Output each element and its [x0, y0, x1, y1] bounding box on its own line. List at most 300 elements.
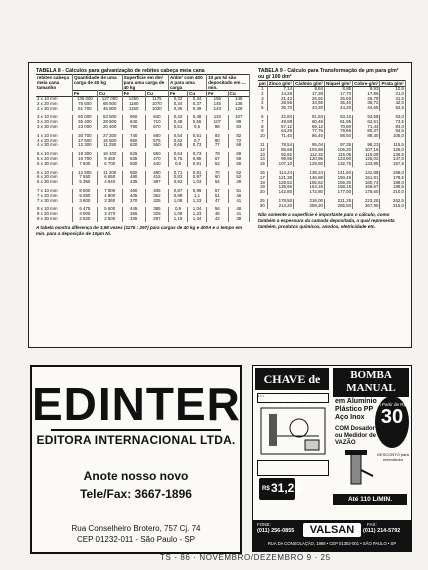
table-cell: 52,5	[380, 106, 406, 111]
table-cell: 15 500	[97, 139, 122, 144]
table-cell: 16 100	[97, 152, 122, 157]
price-from-label: A Partir de R$	[377, 402, 406, 407]
table-cell: 114,24	[267, 171, 293, 176]
table-cell: 78	[207, 152, 228, 157]
table-cell: 5 600	[97, 207, 122, 212]
table-cell: 25,92	[294, 97, 325, 102]
table-cell: 57	[207, 189, 228, 194]
table-cell: 0,42	[168, 115, 187, 120]
table-cell: 7 x 30 mm	[36, 199, 73, 204]
table-cell: 178,50	[267, 199, 293, 204]
table-cell: 12	[258, 148, 267, 153]
table-cell: 6 700	[97, 162, 122, 167]
table-cell: 97,35	[324, 143, 352, 148]
table-cell: 214,20	[267, 204, 293, 209]
table-cell: 70,80	[324, 125, 352, 130]
page-footer: TS - 86 · NOVEMBRO/DEZEMBRO 9 · 25	[160, 553, 331, 562]
table-cell: 79,65	[324, 129, 352, 134]
table-cell: 51	[228, 189, 249, 194]
table-cell: 31,5	[380, 97, 406, 102]
phone-fax: Tele/Fax: 3667-1896	[80, 487, 192, 501]
table-cell: 2 x 20 mm	[36, 102, 73, 107]
table-cell: 85,68	[267, 148, 293, 153]
table-cell: 1180	[122, 102, 145, 107]
table-cell: 5 x 20 mm	[36, 157, 73, 162]
table-cell: 0,99	[168, 194, 187, 199]
table-cell: 106,20	[324, 148, 352, 153]
table-cell: 625	[122, 152, 145, 157]
announce-text: Anote nosso novo	[83, 469, 189, 483]
col-header-quantity: Quantidade de uma carga de 40 kg	[73, 75, 123, 91]
table-cell: 23 000	[73, 125, 98, 130]
table-cell: 370	[122, 199, 145, 204]
col-header-size: rebites cabeça meia cana tamanho	[36, 75, 73, 97]
table-cell: 1	[258, 87, 267, 92]
table-cell: 3 x 20 mm	[36, 120, 73, 125]
table-cell: 0,7	[188, 139, 207, 144]
table-cell: 0,71	[168, 171, 187, 176]
table-cell: 0,73	[188, 143, 207, 148]
sub-header-cu: Cu	[188, 91, 207, 97]
table-cell: 1,03	[188, 180, 207, 185]
table-cell: 4 x 20 mm	[36, 139, 73, 144]
table-cell: 98,23	[353, 143, 380, 148]
edinter-subtitle: EDITORA INTERNACIONAL LTDA.	[36, 433, 236, 447]
table-cell: 1,23	[188, 212, 207, 217]
table-cell: 60 000	[73, 115, 98, 120]
table-cell: 189,0	[380, 181, 406, 186]
table-cell: 1,34	[188, 217, 207, 222]
table-8	[36, 68, 250, 237]
table-cell: 49	[228, 180, 249, 185]
table-cell: 145	[207, 102, 228, 107]
table-cell: 0,62	[168, 139, 187, 144]
table-cell: 83	[228, 125, 249, 130]
table-cell: 164,16	[294, 185, 325, 190]
table-cell: 142,88	[353, 171, 380, 176]
bomba-materials: em Alumínio Plástico PP Aço Inox	[335, 398, 377, 421]
table-cell: 62	[228, 171, 249, 176]
table-cell: 138,24	[294, 171, 325, 176]
table-cell: 20 400	[97, 125, 122, 130]
table-cell: 221,25	[324, 199, 352, 204]
table-cell: 27 200	[97, 134, 122, 139]
table-cell: 840	[122, 120, 145, 125]
table-cell: 0,51	[168, 125, 187, 130]
table-cell: 670	[145, 125, 168, 130]
sub-header-fe: Fe	[122, 91, 145, 97]
table-row	[36, 217, 250, 222]
table-cell: 26,79	[353, 97, 380, 102]
table-cell: 128,52	[267, 181, 293, 186]
table-cell: 41	[228, 212, 249, 217]
table-cell: 7	[258, 120, 267, 125]
table-cell: 107	[207, 120, 228, 125]
table-cell: 9	[258, 129, 267, 134]
table-cell: 7 800	[97, 189, 122, 194]
table-cell: 0,83	[168, 175, 187, 180]
table-cell: 3 360	[97, 199, 122, 204]
table-cell: 0,8	[168, 162, 187, 167]
chave-feature-box: • • •	[257, 393, 329, 403]
table-cell: 4 800	[97, 194, 122, 199]
edinter-ad	[30, 365, 242, 554]
table-cell: 150,45	[324, 176, 352, 181]
table-cell: 8 900	[73, 189, 98, 194]
table-cell: 125,02	[353, 157, 380, 162]
table-cell: 141,60	[324, 171, 352, 176]
table-cell: 21,0	[380, 92, 406, 97]
table-cell: 61,95	[324, 120, 352, 125]
table-cell: 2	[258, 92, 267, 97]
valsan-contact-bar	[253, 520, 411, 551]
col-header: Níquel g/m²	[326, 81, 352, 86]
left-price-tag	[259, 478, 302, 500]
sub-header-cu: Cu	[228, 91, 249, 97]
table-cell: 10,5	[380, 87, 406, 92]
table-9-caption: TABELA 9 - Cálculo para Transformação de µm para g/m² ou g/ 100 dm²	[258, 68, 399, 80]
table-cell: 21,42	[267, 97, 293, 102]
table-cell: 3	[258, 97, 267, 102]
table-cell: 60	[207, 175, 228, 180]
table-cell: 8,64	[294, 87, 325, 92]
table-cell: 0,61	[188, 134, 207, 139]
table-cell: 710	[145, 120, 168, 125]
table-cell: 77	[207, 143, 228, 148]
table-cell: 18	[258, 181, 267, 186]
table-cell: 575	[145, 139, 168, 144]
table-cell: 840	[145, 115, 168, 120]
table-cell: 178,5	[380, 176, 406, 181]
col-header: Cádmio g/m²	[295, 81, 323, 86]
table-cell: 445	[122, 207, 145, 212]
table-cell: 57,12	[267, 125, 293, 130]
table-cell: 0,56	[188, 120, 207, 125]
table-cell: 0,48	[188, 115, 207, 120]
table-cell: 135,66	[267, 185, 293, 190]
table-cell: 8,85	[324, 87, 352, 92]
table-cell: 660	[145, 134, 168, 139]
fax-label: FAX:	[367, 522, 377, 527]
table-cell: 44,65	[353, 106, 380, 111]
table-cell: 6 650	[97, 175, 122, 180]
phone-number: (011) 256-0855	[257, 528, 295, 534]
table-cell: 28 500	[97, 120, 122, 125]
col-header: Prata g/m²	[381, 81, 404, 86]
table-cell: 19	[258, 185, 267, 190]
chave-de-nivel-title: CHAVE de NÍVEL	[255, 368, 329, 390]
table-cell: 119	[207, 115, 228, 120]
table-cell: 500	[122, 162, 145, 167]
table-cell: 0,39	[188, 107, 207, 112]
table-cell: 80,37	[353, 129, 380, 134]
col-header-time: 10 µm Ni são depositado em ... min.	[207, 75, 250, 91]
table-cell: 78,54	[267, 143, 293, 148]
table-cell: 98	[207, 125, 228, 130]
table-cell: 297	[145, 217, 168, 222]
table-cell: 56	[207, 207, 228, 212]
table-cell: 0,91	[188, 162, 207, 167]
table-cell: 53 500	[97, 115, 122, 120]
table-cell: 490	[145, 171, 168, 176]
chave-info-box	[257, 460, 329, 476]
table-cell: 127 000	[97, 97, 122, 102]
table-cell: 71,44	[353, 125, 380, 130]
table-cell: 35,40	[324, 101, 352, 106]
table-cell: 133,95	[353, 162, 380, 167]
table-cell: 53,10	[324, 115, 352, 120]
table-cell: 8,93	[353, 87, 380, 92]
table-cell: 7 x 20 mm	[36, 194, 73, 199]
table-cell: 0,32	[168, 97, 187, 102]
table-cell: 3 900	[73, 212, 98, 217]
table-8-caption: TABELA 8 - Cálculos para galvanização de rebites cabeça meia cana	[36, 68, 205, 74]
table-cell: 55	[228, 162, 249, 167]
table-cell: 15	[258, 162, 267, 167]
table-cell: 44,25	[324, 106, 352, 111]
table-cell: 8 x 20 mm	[36, 212, 73, 217]
table-cell: 11	[258, 143, 267, 148]
table-cell: 34,56	[294, 101, 325, 106]
table-cell: 0,97	[188, 175, 207, 180]
table-cell: 4 x 30 mm	[36, 143, 73, 148]
table-cell: 35 400	[73, 120, 98, 125]
sub-header-cu: Cu	[145, 91, 168, 97]
table-cell: 172,80	[294, 190, 325, 195]
table-cell: 14	[258, 157, 267, 162]
table-cell: 70	[207, 171, 228, 176]
table-row	[258, 204, 406, 209]
col-header: Zinco g/m²	[268, 81, 293, 86]
table-cell: 216,00	[294, 199, 325, 204]
table-cell: 325	[145, 212, 168, 217]
edinter-logo: EDINTER	[32, 378, 241, 430]
table-cell: 265,50	[324, 204, 352, 209]
table-cell: 8 x 30 mm	[36, 217, 73, 222]
table-cell: 0,81	[188, 171, 207, 176]
bomba-manual-title: BOMBA MANUAL	[333, 368, 409, 397]
table-cell: 51 700	[73, 107, 98, 112]
table-cell: 105,0	[380, 134, 406, 139]
table-cell: 17,70	[324, 92, 352, 97]
table-cell: 12 300	[73, 143, 98, 148]
table-cell: 8 x 10 mm	[36, 207, 73, 212]
table-cell: 86,40	[294, 134, 325, 139]
table-cell: 46	[207, 212, 228, 217]
table-cell: 107,16	[353, 148, 380, 153]
table-cell: 6 x 10 mm	[36, 171, 73, 176]
table-8-note: A tabela mostra diferença de 3,98 vezes (1175 : 297) para cargas de 40 kg e 400A e o tempo em min. para a deposição de 10µm Ni.	[36, 224, 243, 236]
table-cell: 366	[122, 212, 145, 217]
table-cell: 142,80	[267, 190, 293, 195]
table-cell: 0,85	[188, 157, 207, 162]
table-cell: 0,37	[188, 102, 207, 107]
table-cell: 89,30	[353, 134, 380, 139]
table-cell: 3 x 10 mm	[36, 115, 73, 120]
table-cell: 68	[228, 152, 249, 157]
table-cell: 136,5	[380, 153, 406, 158]
table-cell: 8	[258, 125, 267, 130]
table-cell: 0,48	[168, 120, 187, 125]
table-cell: 145	[228, 97, 249, 102]
table-cell: 26,55	[324, 97, 352, 102]
sub-header-cu: Cu	[97, 91, 122, 97]
table-cell: 1,1	[188, 194, 207, 199]
table-9-grid	[258, 80, 406, 209]
table-cell: 51,84	[294, 115, 325, 120]
table-cell: 1,23	[188, 199, 207, 204]
table-cell: 42,84	[267, 115, 293, 120]
level-switch-illustration	[259, 406, 327, 456]
table-cell: 43,20	[294, 106, 325, 111]
table-cell: 147,0	[380, 157, 406, 162]
table-cell: 146,88	[294, 176, 325, 181]
table-cell: 460	[122, 189, 145, 194]
pump-illustration	[337, 450, 375, 490]
table-cell: 68 500	[97, 102, 122, 107]
table-cell: 107	[228, 115, 249, 120]
table-cell: 169,67	[353, 185, 380, 190]
table-cell: 49,98	[267, 120, 293, 125]
valsan-ad	[252, 365, 412, 552]
table-cell: 0,34	[188, 97, 207, 102]
table-cell: 38	[228, 217, 249, 222]
table-cell: 115,5	[380, 143, 406, 148]
table-cell: 14,28	[267, 92, 293, 97]
table-cell: 10	[258, 134, 267, 139]
table-cell: 480	[122, 175, 145, 180]
table-cell: 0,99	[188, 189, 207, 194]
table-cell: 7,14	[267, 87, 293, 92]
table-cell: 25	[258, 199, 267, 204]
table-cell: 89	[228, 120, 249, 125]
address	[32, 523, 240, 545]
table-cell: 17,86	[353, 92, 380, 97]
table-cell: 59	[228, 157, 249, 162]
table-cell: 30 700	[73, 134, 98, 139]
table-cell: 1,09	[168, 212, 187, 217]
table-cell: 88,50	[324, 134, 352, 139]
table-cell: 9 450	[97, 157, 122, 162]
table-cell: 41	[228, 199, 249, 204]
address-line-2: CEP 01232-011 - São Paulo - SP	[77, 535, 195, 544]
fax-number: (011) 214-5792	[363, 528, 401, 534]
table-cell: 30	[258, 204, 267, 209]
discount-note: DESCONTO para revendedor	[377, 452, 409, 462]
table-cell: 35,70	[267, 106, 293, 111]
table-cell: 73,5	[380, 120, 406, 125]
table-cell: 335	[122, 217, 145, 222]
table-cell: 48	[228, 207, 249, 212]
table-cell: 1175	[145, 97, 168, 102]
table-cell: 2 x 30 mm	[36, 107, 73, 112]
valsan-address: RUA DA CONSOLAÇÃO, 1986 • CEP 01302-001 • SÃO PAULO • SP	[267, 541, 397, 546]
table-cell: 0,34	[168, 102, 187, 107]
table-cell: 960	[122, 115, 145, 120]
table-cell: 0,6	[188, 125, 207, 130]
table-cell: 168,15	[324, 185, 352, 190]
table-9-body	[258, 87, 406, 209]
table-cell: 0,73	[188, 152, 207, 157]
table-cell: 1,04	[188, 207, 207, 212]
table-cell: 132,75	[324, 162, 352, 167]
table-cell: 107,10	[267, 162, 293, 167]
col-header-current: A/dm² com 400 A para uma carga	[168, 75, 206, 91]
left-price-currency: R$	[262, 486, 270, 492]
table-cell: 415	[145, 175, 168, 180]
table-cell: 116,09	[353, 153, 380, 158]
table-cell: 143	[207, 107, 228, 112]
table-cell: 112,32	[294, 153, 325, 158]
table-cell: 129,60	[294, 162, 325, 167]
table-cell: 126,0	[380, 148, 406, 153]
col-header-surface: Superfície em dm² para uma carga de 40 kg	[122, 75, 168, 91]
table-cell: 67	[207, 157, 228, 162]
table-cell: 168,0	[380, 171, 406, 176]
table-cell: 123,90	[324, 157, 352, 162]
table-cell: 77,76	[294, 129, 325, 134]
table-cell: 3 800	[73, 199, 98, 204]
table-cell: 46 800	[97, 107, 122, 112]
table-cell: 18 300	[73, 152, 98, 157]
table-cell: 5	[258, 106, 267, 111]
table-cell: 0,35	[168, 107, 187, 112]
table-cell: 47	[207, 199, 228, 204]
table-cell: 72	[228, 139, 249, 144]
table-cell: 440	[145, 162, 168, 167]
table-8-body	[36, 97, 250, 222]
table-cell: 54	[207, 180, 228, 185]
table-cell: 136	[228, 102, 249, 107]
table-cell: 2 x 10 mm	[36, 97, 73, 102]
table-cell: 121,38	[267, 176, 293, 181]
table-cell: 11 200	[97, 171, 122, 176]
table-cell: 135 000	[73, 97, 98, 102]
table-cell: 7 600	[73, 162, 98, 167]
table-cell: 0,9	[168, 207, 187, 212]
table-cell: 387	[145, 180, 168, 185]
table-cell: 178,60	[353, 190, 380, 195]
table-cell: 16	[258, 171, 267, 176]
table-cell: 92,82	[267, 153, 293, 158]
table-cell: 71,40	[267, 134, 293, 139]
table-cell: 4 640	[97, 180, 122, 185]
address-line-1: Rua Conselheiro Brotero, 757 Cj. 74	[71, 524, 201, 533]
table-8-grid	[36, 74, 250, 222]
table-cell: 13	[258, 153, 267, 158]
table-cell: 17,28	[294, 92, 325, 97]
left-price-value: 31,20	[271, 481, 302, 495]
table-cell: 155	[207, 97, 228, 102]
table-cell: 5 350	[73, 180, 98, 185]
table-cell: 6 x 20 mm	[36, 175, 73, 180]
table-cell: 42,0	[380, 101, 406, 106]
table-cell: 52	[228, 175, 249, 180]
table-cell: 1250	[122, 97, 145, 102]
table-cell: 1,08	[168, 199, 187, 204]
price-starburst	[375, 396, 409, 448]
table-cell: 560	[122, 171, 145, 176]
table-cell: 11 250	[97, 143, 122, 148]
table-cell: 75 500	[73, 102, 98, 107]
price-value: 30	[380, 406, 404, 428]
table-cell: 160,74	[353, 181, 380, 186]
table-cell: 177,00	[324, 190, 352, 195]
table-cell: 94,5	[380, 129, 406, 134]
table-cell: 740	[122, 134, 145, 139]
table-cell: 1020	[145, 107, 168, 112]
table-cell: 35,72	[353, 101, 380, 106]
